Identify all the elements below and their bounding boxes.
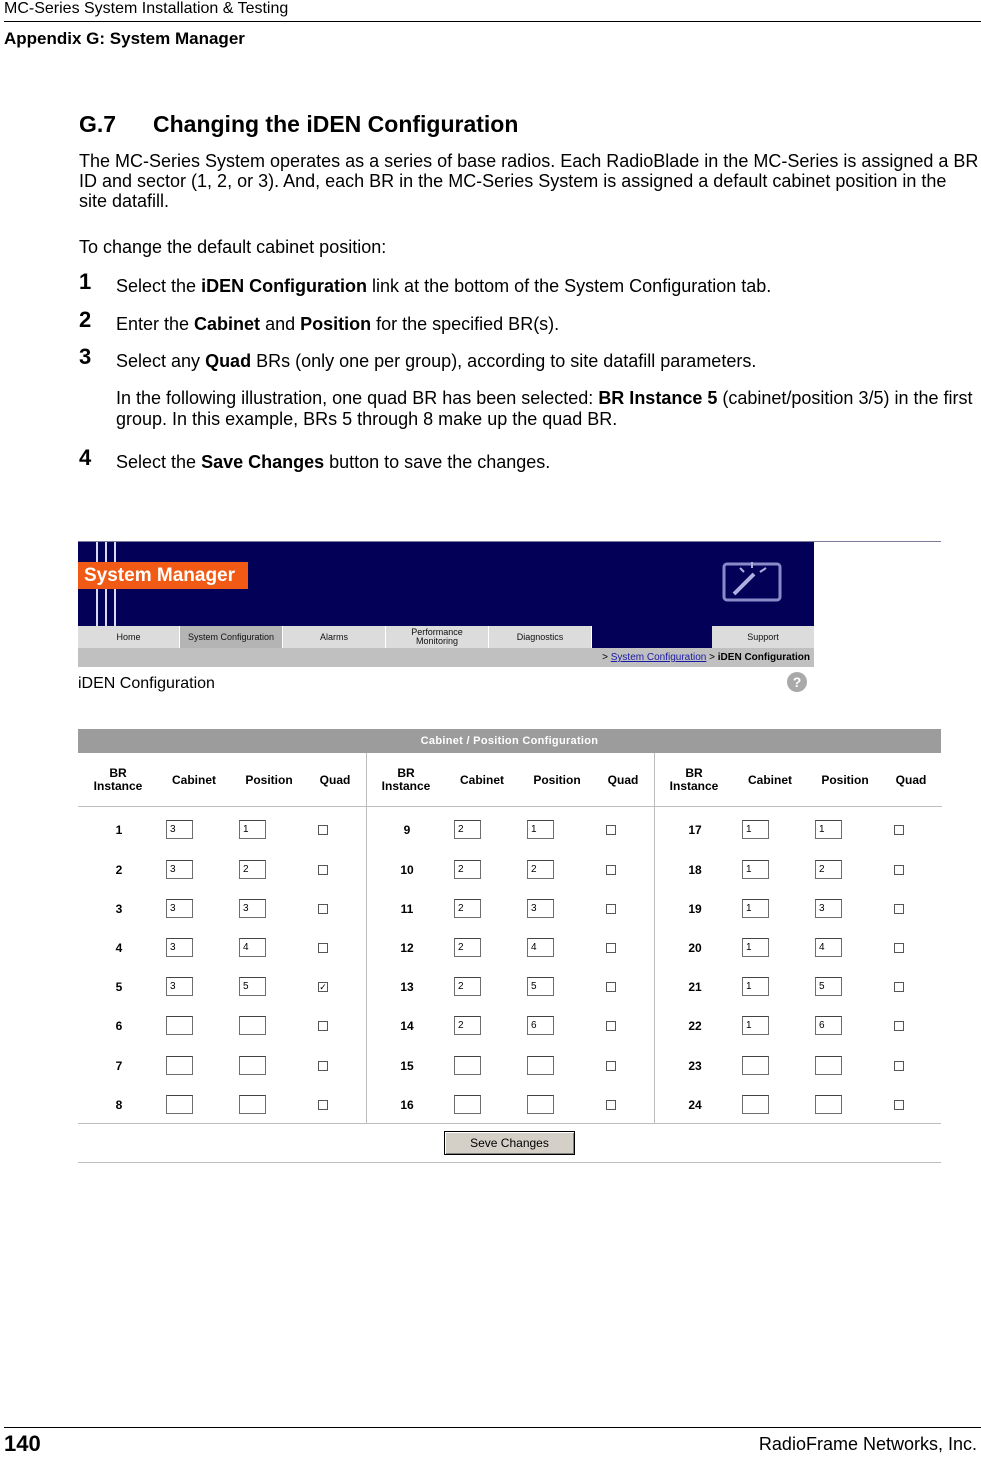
header-line: Quad	[319, 773, 351, 787]
quad-checkbox[interactable]	[606, 1021, 616, 1031]
divider	[78, 1123, 941, 1124]
position-input[interactable]: 5	[815, 977, 842, 996]
table-title: Cabinet / Position Configuration	[78, 729, 941, 753]
col-cabinet	[738, 774, 802, 787]
cabinet-input[interactable]: 2	[454, 977, 481, 996]
header-line: Position	[821, 773, 869, 787]
step-bold: iDEN Configuration	[201, 276, 368, 296]
col-cabinet	[450, 774, 514, 787]
position-input[interactable]: 3	[239, 899, 266, 918]
note-text: In the following illustration, one quad BR has been selected:	[116, 388, 599, 408]
quad-checkbox[interactable]	[894, 904, 904, 914]
header-line: Cabinet	[747, 773, 792, 787]
quad-checkbox[interactable]	[894, 1021, 904, 1031]
cabinet-input[interactable]: 3	[166, 820, 193, 839]
br-instance-number: 23	[688, 1059, 702, 1073]
br-instance-number: 13	[400, 980, 414, 994]
section-number: G.7	[79, 111, 117, 137]
position-input[interactable]	[527, 1056, 554, 1075]
quad-checkbox[interactable]	[318, 943, 328, 953]
header-line: Instance	[669, 779, 719, 793]
cabinet-input[interactable]: 1	[742, 820, 769, 839]
breadcrumb-separator: >	[709, 652, 715, 663]
step-text: link at the bottom of the System Configuration tab.	[367, 276, 772, 296]
quad-checkbox[interactable]	[318, 825, 328, 835]
quad-checkbox[interactable]	[606, 982, 616, 992]
quad-checkbox[interactable]	[318, 1100, 328, 1110]
position-input[interactable]: 1	[239, 820, 266, 839]
header-line: Position	[245, 773, 293, 787]
position-input[interactable]	[527, 1095, 554, 1114]
br-instance-number: 2	[115, 863, 123, 877]
tab-diagnostics[interactable]: Diagnostics	[489, 626, 592, 648]
step-bold: Save Changes	[201, 452, 325, 472]
br-instance-number: 24	[688, 1098, 702, 1112]
header-line: Position	[533, 773, 581, 787]
position-input[interactable]: 4	[527, 938, 554, 957]
help-icon[interactable]: ?	[787, 672, 807, 692]
step-text: Enter the	[116, 314, 195, 334]
tab-support[interactable]: Support	[712, 626, 814, 648]
quad-checkbox[interactable]	[318, 904, 328, 914]
quad-checkbox[interactable]	[894, 825, 904, 835]
quad-checkbox[interactable]	[894, 1061, 904, 1071]
br-instance-number: 17	[688, 823, 702, 837]
step-number: 1	[79, 269, 92, 294]
col-quad	[598, 774, 648, 787]
step-bold: Cabinet	[194, 314, 261, 334]
column-headers	[78, 753, 366, 807]
radioframe-emblem-icon	[718, 558, 786, 606]
note-text: (cabinet/position 3/5) in the first group. In this example, BRs 5 through 8 make up the quad BR.	[116, 388, 973, 429]
step-text: Select any	[116, 351, 206, 371]
position-input[interactable]: 3	[527, 899, 554, 918]
header-line: BR	[685, 766, 703, 780]
step-number: 4	[79, 445, 92, 470]
quad-checkbox[interactable]	[894, 982, 904, 992]
main-nav	[78, 626, 814, 648]
col-position	[810, 774, 880, 787]
step-text: BRs (only one per group), according to site datafill parameters.	[251, 351, 757, 371]
cabinet-input[interactable]: 1	[742, 1016, 769, 1035]
cabinet-input[interactable]: 3	[166, 977, 193, 996]
br-instance-number: 12	[400, 941, 414, 955]
step-text: for the specified BR(s).	[371, 314, 560, 334]
quad-checkbox[interactable]	[894, 1100, 904, 1110]
header-line: Quad	[895, 773, 927, 787]
group-divider	[366, 753, 367, 1123]
tab-label-line: Performance	[411, 627, 463, 637]
cabinet-input[interactable]: 3	[166, 860, 193, 879]
quad-checkbox[interactable]	[606, 1100, 616, 1110]
br-instance-number: 9	[403, 823, 411, 837]
step-text: and	[260, 314, 301, 334]
position-input[interactable]	[815, 1056, 842, 1075]
br-instance-number: 14	[400, 1019, 414, 1033]
tab-home[interactable]: Home	[78, 626, 180, 648]
quad-checkbox[interactable]	[606, 943, 616, 953]
br-instance-number: 21	[688, 980, 702, 994]
column-headers	[366, 753, 654, 807]
note-bold: BR Instance 5	[598, 388, 718, 408]
col-br-instance	[664, 767, 724, 793]
tab-label-line: Monitoring	[415, 636, 459, 646]
tab-performance-monitoring[interactable]	[386, 626, 489, 648]
company-name: RadioFrame Networks, Inc.	[758, 1434, 977, 1454]
step-number: 3	[79, 344, 92, 369]
step-3-note	[116, 388, 980, 430]
cabinet-input[interactable]: 3	[166, 899, 193, 918]
page-title: iDEN Configuration	[78, 675, 215, 692]
position-input[interactable]: 6	[527, 1016, 554, 1035]
step-bold: Quad	[205, 351, 252, 371]
br-instance-number: 15	[400, 1059, 414, 1073]
intro-paragraph: The MC-Series System operates as a series of base radios. Each RadioBlade in the MC-Series is assigned a BR ID and sector (1, 2, or 3). And, each BR in the MC-Series System is assigned a default cabinet position in the site datafill.	[79, 151, 979, 211]
cabinet-input[interactable]: 2	[454, 820, 481, 839]
step-bold: Position	[300, 314, 372, 334]
breadcrumb-separator: >	[602, 652, 608, 663]
cabinet-input[interactable]	[742, 1095, 769, 1114]
quad-checkbox[interactable]	[606, 825, 616, 835]
position-input[interactable]	[815, 1095, 842, 1114]
header-line: BR	[397, 766, 415, 780]
cabinet-input[interactable]: 2	[454, 1016, 481, 1035]
page-number: 140	[4, 1431, 41, 1456]
app-banner	[78, 542, 814, 626]
header-line: Cabinet	[171, 773, 216, 787]
br-instance-number: 20	[688, 941, 702, 955]
step-text: button to save the changes.	[324, 452, 551, 472]
position-input[interactable]: 1	[527, 820, 554, 839]
breadcrumb	[78, 648, 814, 667]
cabinet-input[interactable]: 2	[454, 899, 481, 918]
cabinet-input[interactable]: 1	[742, 899, 769, 918]
position-input[interactable]: 2	[815, 860, 842, 879]
breadcrumb-current: iDEN Configuration	[717, 652, 810, 663]
position-input[interactable]: 4	[815, 938, 842, 957]
position-input[interactable]: 5	[527, 977, 554, 996]
br-instance-number: 19	[688, 902, 702, 916]
quad-checkbox[interactable]	[318, 1021, 328, 1031]
step-number: 2	[79, 307, 92, 332]
position-input[interactable]	[239, 1056, 266, 1075]
cabinet-input[interactable]: 1	[742, 860, 769, 879]
divider	[78, 1162, 941, 1163]
position-input[interactable]: 6	[815, 1016, 842, 1035]
br-instance-number: 10	[400, 863, 414, 877]
quad-checkbox[interactable]	[606, 865, 616, 875]
header-line: Instance	[381, 779, 431, 793]
section-title	[79, 111, 518, 138]
position-input[interactable]: 2	[527, 860, 554, 879]
position-input[interactable]	[239, 1095, 266, 1114]
quad-checkbox-checked[interactable]: ✓	[319, 982, 327, 992]
br-instance-number: 8	[115, 1098, 123, 1112]
running-title: MC-Series System Installation & Testing	[4, 0, 289, 17]
cabinet-input[interactable]: 1	[742, 977, 769, 996]
breadcrumb-link-system-configuration[interactable]: System Configuration	[610, 652, 707, 663]
tab-spacer	[592, 626, 712, 648]
column-headers	[654, 753, 942, 807]
header-line: Cabinet	[459, 773, 504, 787]
tab-alarms[interactable]: Alarms	[283, 626, 386, 648]
br-instance-number: 22	[688, 1019, 702, 1033]
col-quad	[886, 774, 936, 787]
br-instance-number: 18	[688, 863, 702, 877]
quad-checkbox[interactable]	[318, 1061, 328, 1071]
running-head	[4, 0, 981, 22]
quad-checkbox[interactable]	[606, 1061, 616, 1071]
cabinet-input[interactable]	[166, 1016, 193, 1035]
position-input[interactable]: 2	[239, 860, 266, 879]
col-br-instance	[88, 767, 148, 793]
position-input[interactable]: 1	[815, 820, 842, 839]
quad-checkbox[interactable]	[894, 865, 904, 875]
br-instance-number: 3	[115, 902, 123, 916]
header-line: BR	[109, 766, 127, 780]
col-cabinet	[162, 774, 226, 787]
header-line: Quad	[607, 773, 639, 787]
lead-paragraph: To change the default cabinet position:	[79, 237, 387, 257]
position-input[interactable]: 4	[239, 938, 266, 957]
tab-system-configuration[interactable]: System Configuration	[180, 626, 283, 648]
cabinet-input[interactable]: 2	[454, 938, 481, 957]
br-instance-number: 1	[115, 823, 123, 837]
br-instance-number: 16	[400, 1098, 414, 1112]
col-position	[522, 774, 592, 787]
col-br-instance	[376, 767, 436, 793]
cabinet-input[interactable]	[454, 1095, 481, 1114]
position-input[interactable]: 3	[815, 899, 842, 918]
quad-checkbox[interactable]	[318, 865, 328, 875]
cabinet-input[interactable]: 1	[742, 938, 769, 957]
footer-rule	[4, 1427, 981, 1428]
br-instance-number: 11	[400, 902, 414, 916]
save-changes-button[interactable]: Seve Changes	[444, 1131, 575, 1155]
system-manager-logo: System Manager	[78, 562, 248, 589]
cabinet-input[interactable]	[742, 1056, 769, 1075]
cabinet-input[interactable]	[166, 1056, 193, 1075]
step-text: Select the	[116, 452, 202, 472]
position-input[interactable]	[239, 1016, 266, 1035]
step-text: Select the	[116, 276, 202, 296]
br-instance-number: 4	[115, 941, 123, 955]
cabinet-input[interactable]	[454, 1056, 481, 1075]
position-input[interactable]: 5	[239, 977, 266, 996]
cabinet-input[interactable]	[166, 1095, 193, 1114]
col-quad	[310, 774, 360, 787]
quad-checkbox[interactable]	[606, 904, 616, 914]
quad-checkbox[interactable]	[894, 943, 904, 953]
appendix-label: Appendix G: System Manager	[4, 29, 245, 48]
section-title-text: Changing the iDEN Configuration	[153, 111, 519, 137]
br-instance-number: 5	[115, 980, 123, 994]
cabinet-input[interactable]: 2	[454, 860, 481, 879]
col-position	[234, 774, 304, 787]
group-divider	[654, 753, 655, 1123]
br-instance-number: 7	[115, 1059, 123, 1073]
cabinet-input[interactable]: 3	[166, 938, 193, 957]
header-line: Instance	[93, 779, 143, 793]
br-instance-number: 6	[115, 1019, 123, 1033]
